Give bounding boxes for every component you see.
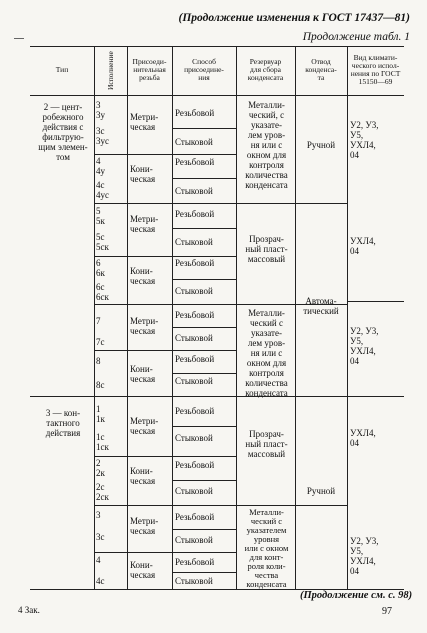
method-threaded: Резьбовой [175, 557, 215, 567]
type-group-3: 3 — кон- тактного действия [45, 408, 81, 438]
col-header-execution: Исполнение [106, 51, 115, 90]
thread-metric: Метри- ческая [130, 316, 159, 336]
type-group-2: 2 — цент- робежного действия с фильтрую- щим элемен- том [38, 102, 88, 162]
method-butt: Стыковой [175, 376, 213, 386]
exec-rule [94, 350, 236, 351]
execution-code: 2с 2ск [96, 482, 109, 502]
method-threaded: Резьбовой [175, 512, 215, 522]
execution-code: 3с 3ус [96, 126, 109, 146]
exec-rule [94, 203, 347, 204]
thread-conic: Кони- ческая [130, 466, 156, 486]
col-rule-1 [94, 46, 95, 590]
climate-values: У2, У3, У5, УХЛ4, 04 [350, 326, 379, 366]
exec-rule [94, 256, 236, 257]
exec-rule [94, 552, 236, 553]
thread-conic: Кони- ческая [130, 266, 156, 286]
thread-conic: Кони- ческая [130, 164, 156, 184]
method-butt: Стыковой [175, 137, 213, 147]
execution-code: 6 6к [96, 258, 105, 278]
drain-automatic: Автома- тический [303, 296, 339, 316]
reservoir-metal: Металли- ческий, с указате- лем уров- ня или с окном для контроля количества конденсата [245, 100, 288, 190]
execution-code: 7 [96, 316, 101, 326]
method-rule [172, 279, 236, 280]
climate-values: У2, У3, У5, УХЛ4, 04 [350, 536, 379, 576]
climate-rule [347, 301, 404, 302]
method-threaded: Резьбовой [175, 460, 215, 470]
col-header-reservoir: Резервуар для сбора конденсата [247, 57, 284, 82]
execution-code: 2 2к [96, 458, 105, 478]
method-threaded: Резьбовой [175, 406, 215, 416]
method-rule [172, 426, 236, 427]
execution-code: 7с [96, 337, 105, 347]
col-header-thread: Присоеди- нительная резьба [132, 57, 167, 82]
exec-rule [94, 456, 236, 457]
method-rule [172, 178, 236, 179]
climate-values: У2, У3, У5, УХЛ4, 04 [350, 120, 379, 160]
method-rule [172, 373, 236, 374]
thread-conic: Кони- ческая [130, 560, 156, 580]
method-butt: Стыковой [175, 186, 213, 196]
method-threaded: Резьбовой [175, 108, 215, 118]
method-threaded: Резьбовой [175, 157, 215, 167]
execution-code: 4 4у [96, 156, 105, 176]
execution-code: 4с [96, 576, 105, 586]
table-continuation-label: Продолжение табл. 1 [302, 31, 410, 43]
drain-manual: Ручной [306, 486, 336, 496]
continuation-title: (Продолжение изменения к ГОСТ 17437—81) [178, 12, 410, 24]
method-butt: Стыковой [175, 576, 213, 586]
execution-code: 1 1к [96, 404, 105, 424]
col-header-type: Тип [55, 65, 69, 74]
method-rule [172, 228, 236, 229]
method-butt: Стыковой [175, 286, 213, 296]
col-header-method: Способ присоедине- ния [184, 57, 224, 82]
method-rule [172, 529, 236, 530]
thread-metric: Метри- ческая [130, 214, 159, 234]
thread-metric: Метри- ческая [130, 516, 159, 536]
col-header-drain: Отвод конденса- та [305, 57, 337, 82]
reservoir-metal: Металли- ческий с указателем уровня или с окном для конт- роля коли- чества конденсата [244, 507, 289, 589]
method-threaded: Резьбовой [175, 258, 215, 268]
reservoir-plastic: Прозрач- ный пласт- массовый [245, 234, 288, 264]
climate-values: УХЛ4, 04 [350, 236, 376, 256]
execution-code: 6с 6ск [96, 282, 109, 302]
execution-code: 3с [96, 532, 105, 542]
col-rule-4 [236, 46, 237, 590]
method-butt: Стыковой [175, 333, 213, 343]
method-rule [172, 572, 236, 573]
exec-rule [94, 154, 236, 155]
execution-code: 3 [96, 510, 101, 520]
execution-code: 5с 5ск [96, 232, 109, 252]
execution-code: 8 [96, 356, 101, 366]
method-butt: Стыковой [175, 486, 213, 496]
continued-note: (Продолжение см. с. 98) [300, 590, 413, 601]
method-threaded: Резьбовой [175, 354, 215, 364]
method-rule [172, 480, 236, 481]
drain-manual: Ручной [306, 140, 336, 150]
reservoir-plastic: Прозрач- ный пласт- массовый [245, 429, 288, 459]
thread-metric: Метри- ческая [130, 112, 159, 132]
reservoir-metal: Металли- ческий с указате- лем уров- ня или с окном для контроля количества конденсата [245, 308, 288, 398]
execution-code: 1с 1ск [96, 432, 109, 452]
specification-table [30, 46, 404, 590]
thread-conic: Кони- ческая [130, 364, 156, 384]
method-threaded: Резьбовой [175, 310, 215, 320]
method-butt: Стыковой [175, 433, 213, 443]
execution-code: 4 [96, 555, 101, 565]
col-rule-6 [347, 46, 348, 590]
col-rule-5 [295, 46, 296, 590]
execution-code: 5 5к [96, 206, 105, 226]
execution-code: 3 3у [96, 100, 105, 120]
col-rule-2 [127, 46, 128, 590]
method-rule [172, 128, 236, 129]
execution-code: 4с 4ус [96, 180, 109, 200]
method-butt: Стыковой [175, 535, 213, 545]
margin-tick [14, 38, 24, 39]
print-mark: 4 Зак. [18, 605, 40, 615]
method-butt: Стыковой [175, 237, 213, 247]
page-number: 97 [382, 606, 392, 617]
method-threaded: Резьбовой [175, 209, 215, 219]
method-rule [172, 327, 236, 328]
climate-values: УХЛ4, 04 [350, 428, 376, 448]
exec-rule [94, 505, 347, 506]
execution-code: 8с [96, 380, 105, 390]
thread-metric: Метри- ческая [130, 416, 159, 436]
col-header-climate: Вид климати- ческого испол- нения по ГОСТ 15150—69 [350, 53, 401, 86]
